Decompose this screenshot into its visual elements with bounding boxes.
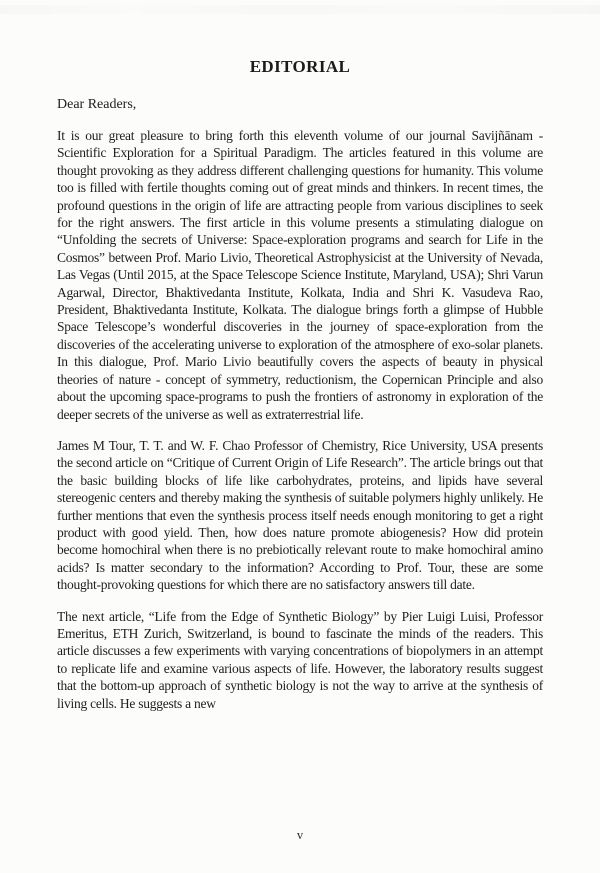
body-paragraph: James M Tour, T. T. and W. F. Chao Professor of Chemistry, Rice University, USA presents the second article on “Critique of Current Origin of Life Research”. The article brings out that the basic building blocks of life like carbohydrates, proteins, and lipids have several stereogenic centers and thereby making the synthesis of suitable polymers highly unlikely. He further mentions that even the synthesis process itself needs enough monitoring to get a right product with good yield. Then, how does nature promote abiogenesis? How did protein become homochiral when there is no prebiotically relevant route to make homochiral amino acids? Is matter secondary to the information? According to Prof. Tour, these are some thought-provoking questions for which there are no satisfactory answers till date. (57, 437, 543, 593)
editorial-body (57, 127, 543, 712)
body-paragraph: The next article, “Life from the Edge of Synthetic Biology” by Pier Luigi Luisi, Professor Emeritus, ETH Zurich, Switzerland, is bound to fascinate the minds of the readers. This article discusses a few experiments with varying concentrations of biopolymers in an attempt to replicate life and examine various aspects of life. However, the laboratory results suggest that the bottom-up approach of synthetic biology is not the way to arrive at the synthesis of living cells. He suggests a new (57, 608, 543, 711)
page-number: v (296, 828, 304, 842)
page-title: EDITORIAL (249, 57, 351, 76)
body-paragraph: It is our great pleasure to bring forth this eleventh volume of our journal Savijñānam - Scientific Exploration for a Spiritual Paradigm. The articles featured in this volume are thought provoking as they address different challenging questions for humanity. This volume too is filled with fertile thoughts coming out of great minds and thinkers. In recent times, the profound questions in the origin of life are attracting people from various disciplines to seek for the right answers. The first article in this volume presents a stimulating dialogue on “Unfolding the secrets of Universe: Space-exploration programs and search for Life in the Cosmos” between Prof. Mario Livio, Theoretical Astrophysicist at the University of Nevada, Las Vegas (Until 2015, at the Space Telescope Science Institute, Maryland, USA); Shri Varun Agarwal, Director, Bhaktivedanta Institute, Kolkata, India and Shri K. Vasudeva Rao, President, Bhaktivedanta Institute, Kolkata. The dialogue brings forth a glimpse of Hubble Space Telescope’s wonderful discoveries in the journey of space-exploration from the discoveries of the accelerating universe to exploration of the atmosphere of exo-solar planets. In this dialogue, Prof. Mario Livio beautifully covers the aspects of beauty in physical theories of nature - concept of symmetry, reductionism, the Copernican Principle and also about the upcoming space-programs to push the frontiers of astronomy in exploration of the deeper secrets of the universe as well as extraterrestrial life. (57, 128, 543, 422)
salutation: Dear Readers, (57, 97, 137, 112)
